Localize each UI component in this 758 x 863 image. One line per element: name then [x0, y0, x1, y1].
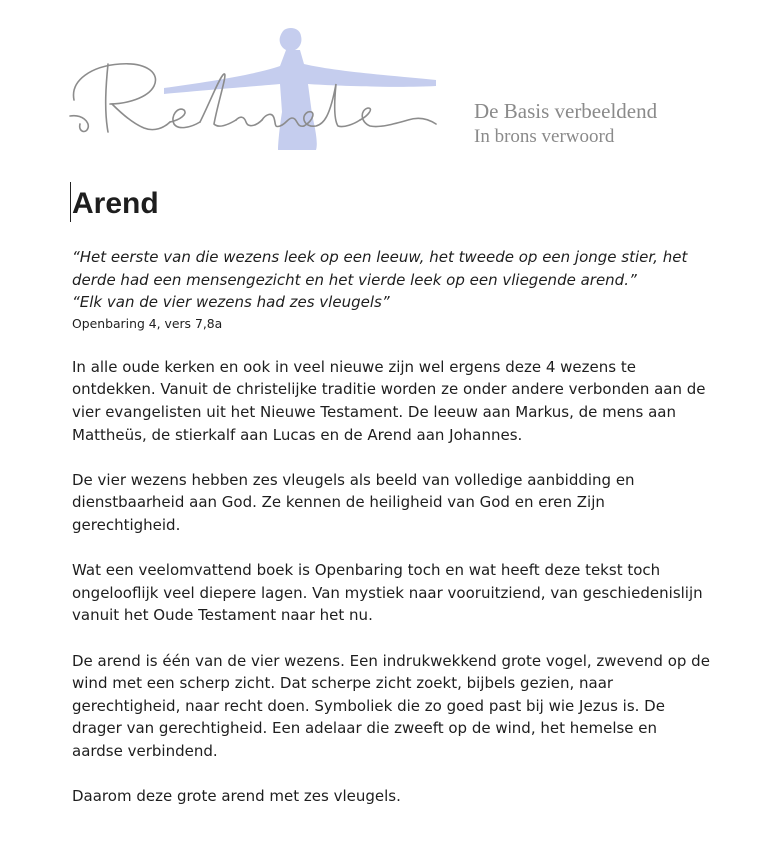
paragraph: Daarom deze grote arend met zes vleugels. — [72, 787, 401, 806]
quote-source: Openbaring 4, vers 7,8a — [72, 315, 223, 331]
document-body[interactable] — [72, 246, 712, 830]
quote-1: “Het eerste van die wezens leek op een leeuw, het tweede op een jonge stier, het derde had een mensengezicht en het vierde leek op een vliegende arend.” — [72, 248, 688, 289]
relinde-logo — [68, 24, 448, 156]
text-cursor — [70, 182, 71, 222]
paragraph: In alle oude kerken en ook in veel nieuwe zijn wel ergens deze 4 wezens te ontdekken. Vanuit de christelijke traditie worden ze onder andere verbonden aan de vier evangelisten uit het Nieuwe Testament. De leeuw aan Markus, de mens aan Mattheüs, de stierkalf aan Lucas en de Arend aan Johannes. — [72, 357, 706, 444]
paragraph: De vier wezens hebben zes vleugels als beeld van volledige aanbidding en dienstbaarheid aan God. Ze kennen de heiligheid van God en eren Zijn gerechtigheid. — [72, 470, 635, 534]
figure-icon — [164, 28, 436, 150]
logo-tagline — [474, 98, 657, 150]
paragraph: De arend is één van de vier wezens. Een indrukwekkend grote vogel, zwevend op de wind met een scherp zicht. Dat scherpe zicht zoekt, bijbels gezien, naar gerechtigheid, naar recht doen. Symboliek die zo goed past bij wie Jezus is. De drager van gerechtigheid. Een adelaar die zweeft op de wind, het hemelse en aardse verbindend. — [72, 651, 710, 760]
tagline-line2: In brons verwoord — [474, 126, 615, 147]
paragraph: Wat een veelomvattend boek is Openbaring toch en wat heeft deze tekst toch ongelooflijk veel diepere lagen. Van mystiek naar vooruitziend, van geschiedenislijn vanuit het Oude Testament naar het nu. — [72, 561, 703, 625]
quote-2: “Elk van de vier wezens had zes vleugels” — [72, 293, 390, 312]
tagline-line1: De Basis verbeeldend — [474, 99, 658, 123]
page-title[interactable]: Arend — [72, 187, 159, 220]
